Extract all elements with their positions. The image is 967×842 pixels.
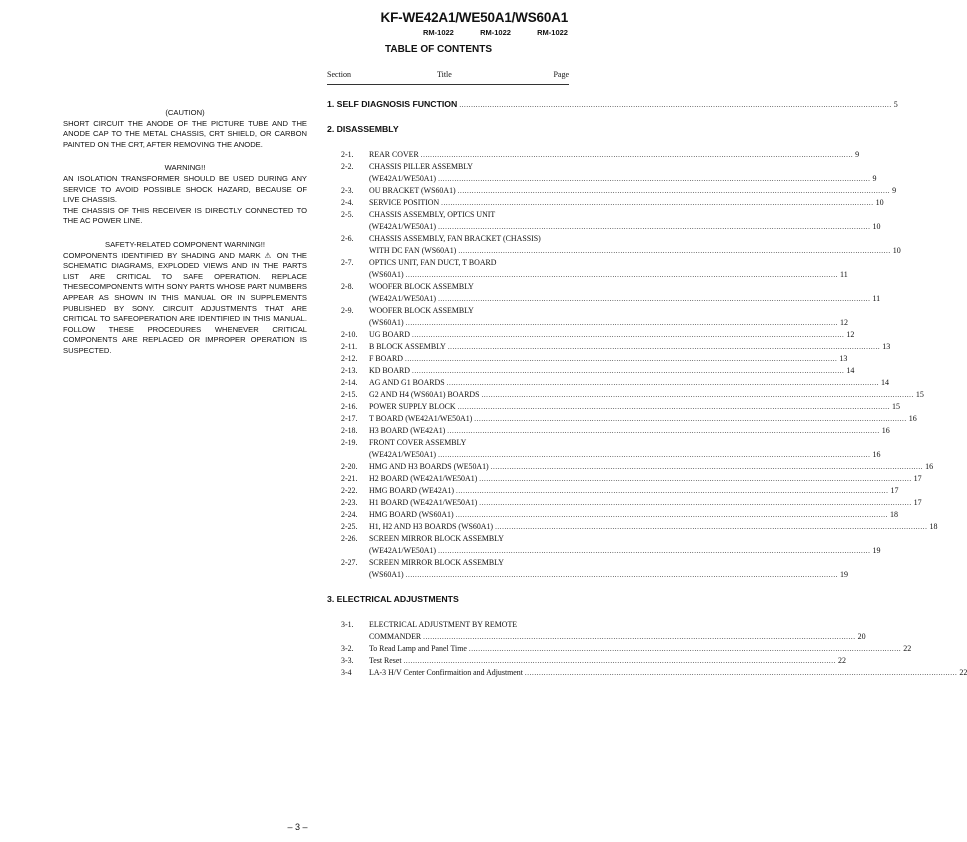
entry-text — [369, 643, 911, 655]
toc-entry — [341, 509, 899, 521]
safety-block — [63, 240, 307, 357]
entry-text — [369, 209, 880, 233]
leader-dots — [459, 101, 891, 109]
entry-number: 3-1. — [341, 620, 354, 629]
leader-dots — [421, 149, 853, 161]
entry-page: 22 — [903, 644, 912, 653]
leader-dots — [441, 197, 873, 209]
entry-page: 13 — [882, 342, 891, 351]
entry-number: 2-25. — [341, 522, 358, 531]
leader-dots — [448, 341, 880, 353]
safety-text: COMPONENTS IDENTIFIED BY SHADING AND MARK ⚠ ON THE SCHEMATIC DIAGRAMS, EXPLODED VIEWS AND IN THE PARTS LIST ARE CRITICAL TO SAFE OPERATION. REPLACE THESECOMPONENTS WITH SONY PARTS WHOSE PART NUMBERS APPEAR AS SHOWN IN THIS MANUAL OR IN SUPPLEMENTS PUBLISHED BY SONY. CIRCUIT ADJUSTMENTS THAT ARE CRITICAL TO SAFEOPERATION ARE IDENTIFIED IN THIS MANUAL. FOLLOW THESE PROCEDURES WHENEVER CRITICAL COMPONENTS ARE REPLACED OR IMPROPER OPERATION IS SUSPECTED. — [63, 250, 307, 355]
entry-title: H1, H2 AND H3 BOARDS (WS60A1) — [369, 522, 494, 531]
entry-number: 2-12. — [341, 354, 358, 363]
entry-number: 2-24. — [341, 510, 358, 519]
entry-text — [369, 161, 876, 185]
entry-title: G2 AND H4 (WS60A1) BOARDS — [369, 390, 480, 399]
entry-title: B BLOCK ASSEMBLY — [369, 342, 446, 351]
toc-entry — [341, 353, 848, 365]
entry-line — [369, 161, 876, 173]
toc-entry — [341, 365, 855, 377]
toc-entry — [341, 341, 891, 353]
entry-page: 9 — [855, 150, 860, 159]
entry-number: 2-19. — [341, 438, 358, 447]
entry-title: SCREEN MIRROR BLOCK ASSEMBLY — [369, 534, 504, 543]
entry-number: 2-1. — [341, 150, 354, 159]
entry-page: 14 — [881, 378, 890, 387]
toc-entry — [341, 197, 884, 209]
entry-title: HMG BOARD (WE42A1) — [369, 486, 455, 495]
leader-dots — [495, 521, 927, 533]
entry-title: H2 BOARD (WE42A1/WE50A1) — [369, 474, 478, 483]
entry-title: (WE42A1/WE50A1) — [369, 174, 437, 183]
toc-entry — [341, 161, 877, 185]
toc-entry — [341, 233, 901, 257]
entry-line — [369, 197, 884, 209]
warning-text-1: AN ISOLATION TRANSFORMER SHOULD BE USED DURING ANY SERVICE TO AVOID POSSIBLE SHOCK HAZARD, BECAUSE OF LIVE CHASSIS. — [63, 173, 307, 205]
entry-page: 17 — [913, 498, 922, 507]
entry-page: 12 — [846, 330, 855, 339]
leader-dots — [447, 377, 879, 389]
leader-dots — [479, 473, 911, 485]
entry-title: H1 BOARD (WE42A1/WE50A1) — [369, 498, 478, 507]
section-3-title: 3. ELECTRICAL ADJUSTMENTS — [327, 594, 459, 604]
column-section: Section — [327, 70, 351, 79]
entry-number: 2-10. — [341, 330, 358, 339]
entry-text — [369, 557, 848, 581]
entry-page: 17 — [890, 486, 899, 495]
safety-notices — [63, 108, 307, 369]
leader-dots — [406, 317, 838, 329]
entry-text — [369, 425, 890, 437]
entry-line — [369, 619, 866, 631]
entry-title: UG BOARD — [369, 330, 410, 339]
entry-line — [369, 389, 924, 401]
warning-heading: WARNING!! — [164, 163, 206, 173]
leader-dots — [412, 329, 844, 341]
entry-page: 14 — [846, 366, 855, 375]
leader-dots — [405, 353, 837, 365]
entry-title: (WE42A1/WE50A1) — [369, 450, 437, 459]
toc-entry — [341, 185, 897, 197]
entry-number: 2-7. — [341, 258, 354, 267]
entry-line — [369, 509, 898, 521]
entry-page: 15 — [915, 390, 924, 399]
entry-title: AG AND G1 BOARDS — [369, 378, 445, 387]
entry-text — [369, 365, 854, 377]
toc-entry — [341, 149, 860, 161]
entry-page: 18 — [890, 510, 899, 519]
entry-number: 2-16. — [341, 402, 358, 411]
toc-entry — [341, 437, 881, 461]
entry-number: 3-3. — [341, 656, 354, 665]
remote-model-3: RM-1022 — [537, 28, 568, 37]
entry-line — [369, 353, 847, 365]
entry-text — [369, 619, 866, 643]
entry-line — [369, 341, 890, 353]
entry-page: 15 — [892, 402, 901, 411]
toc-entry — [341, 521, 938, 533]
entry-line — [369, 245, 901, 257]
page-number: – 3 – — [287, 822, 308, 832]
entry-number: 2-26. — [341, 534, 358, 543]
entry-text — [369, 341, 890, 353]
entry-line — [369, 631, 866, 643]
column-title: Title — [437, 70, 452, 79]
entry-number: 2-14. — [341, 378, 358, 387]
entry-page: 22 — [959, 668, 967, 677]
entry-line — [369, 317, 848, 329]
entry-line — [369, 269, 848, 281]
entry-title: OU BRACKET (WS60A1) — [369, 186, 456, 195]
column-page: Page — [553, 70, 569, 79]
section-1-page: 5 — [893, 100, 898, 109]
entry-number: 2-4. — [341, 198, 354, 207]
remote-model-2: RM-1022 — [480, 28, 511, 37]
entry-title: WOOFER BLOCK ASSEMBLY — [369, 306, 474, 315]
caution-block — [63, 108, 307, 150]
entry-title: KD BOARD — [369, 366, 410, 375]
entry-number: 3-4 — [341, 668, 352, 677]
leader-dots — [447, 425, 879, 437]
entry-title: WITH DC FAN (WS60A1) — [369, 246, 457, 255]
entry-line — [369, 643, 911, 655]
toc-entry — [341, 377, 890, 389]
entry-page: 22 — [837, 656, 846, 665]
remote-model-1: RM-1022 — [423, 28, 454, 37]
entry-line — [369, 667, 967, 679]
header-rule — [327, 84, 569, 85]
entry-title: (WS60A1) — [369, 570, 404, 579]
toc-entry — [341, 389, 924, 401]
entry-line — [369, 533, 880, 545]
entry-line — [369, 485, 898, 497]
entry-page: 10 — [892, 246, 901, 255]
entry-number: 2-5. — [341, 210, 354, 219]
toc-entry — [341, 533, 881, 557]
toc-entry — [341, 667, 967, 679]
toc-entry — [341, 619, 866, 643]
toc-section-3 — [327, 594, 569, 606]
entry-title: To Read Lamp and Panel Time — [369, 644, 467, 653]
entry-text — [369, 197, 884, 209]
entry-title: ELECTRICAL ADJUSTMENT BY REMOTE — [369, 620, 518, 629]
toc-entry — [341, 473, 922, 485]
leader-dots — [456, 485, 888, 497]
leader-dots — [404, 655, 836, 667]
entry-page: 9 — [892, 186, 897, 195]
entry-line — [369, 437, 880, 449]
entry-line — [369, 305, 848, 317]
entry-line — [369, 209, 880, 221]
toc-title: TABLE OF CONTENTS — [385, 44, 493, 55]
entry-line — [369, 329, 854, 341]
entry-page: 17 — [913, 474, 922, 483]
caution-text: SHORT CIRCUIT THE ANODE OF THE PICTURE TUBE AND THE ANODE CAP TO THE METAL CHASSIS, CRT SHIELD, OR CARBON PAINTED ON THE CRT, AFTER REMOVING THE ANODE. — [63, 118, 307, 149]
entry-title: Test Reset — [369, 656, 402, 665]
entry-number: 2-21. — [341, 474, 358, 483]
entry-title: (WS60A1) — [369, 270, 404, 279]
toc-section-2 — [327, 124, 569, 136]
entry-title: (WS60A1) — [369, 318, 404, 327]
leader-dots — [423, 631, 855, 643]
toc-entry — [341, 485, 899, 497]
entry-number: 2-20. — [341, 462, 358, 471]
entry-title: T BOARD (WE42A1/WE50A1) — [369, 414, 473, 423]
entry-text — [369, 353, 847, 365]
entry-line — [369, 365, 854, 377]
entry-page: 16 — [925, 462, 934, 471]
entry-text — [369, 377, 889, 389]
toc-entry — [341, 329, 855, 341]
entry-line — [369, 185, 896, 197]
section-2-title: 2. DISASSEMBLY — [327, 124, 399, 134]
toc-entry — [341, 497, 922, 509]
entry-number: 3-2. — [341, 644, 354, 653]
entry-title: H3 BOARD (WE42A1) — [369, 426, 446, 435]
leader-dots — [458, 245, 890, 257]
toc-entry — [341, 413, 917, 425]
leader-dots — [438, 173, 870, 185]
entry-page: 19 — [872, 546, 881, 555]
leader-dots — [412, 365, 844, 377]
entry-number: 2-17. — [341, 414, 358, 423]
entry-line — [369, 413, 917, 425]
warning-text-2: THE CHASSIS OF THIS RECEIVER IS DIRECTLY CONNECTED TO THE AC POWER LINE. — [63, 205, 307, 226]
entry-line — [369, 377, 889, 389]
entry-text — [369, 185, 896, 197]
entry-text — [369, 485, 898, 497]
entry-text — [369, 461, 933, 473]
entry-page: 20 — [857, 632, 866, 641]
entry-line — [369, 221, 880, 233]
entry-line — [369, 461, 933, 473]
entry-line — [369, 173, 876, 185]
entry-text — [369, 305, 848, 329]
toc-entry — [341, 257, 848, 281]
leader-dots — [491, 461, 923, 473]
entry-page: 10 — [872, 222, 881, 231]
entry-line — [369, 233, 901, 245]
entry-number: 2-11. — [341, 342, 358, 351]
entry-title: SCREEN MIRROR BLOCK ASSEMBLY — [369, 558, 504, 567]
entry-number: 2-8. — [341, 282, 354, 291]
remote-model-row — [423, 28, 568, 37]
entry-title: OPTICS UNIT, FAN DUCT, T BOARD — [369, 258, 497, 267]
entry-title: CHASSIS ASSEMBLY, OPTICS UNIT — [369, 210, 496, 219]
leader-dots — [458, 401, 890, 413]
entry-line — [369, 281, 880, 293]
entry-page: 9 — [872, 174, 877, 183]
entry-number: 2-9. — [341, 306, 354, 315]
caution-heading: (CAUTION) — [165, 108, 205, 117]
entry-line — [369, 473, 922, 485]
entry-title: HMG BOARD (WS60A1) — [369, 510, 454, 519]
entry-number: 2-22. — [341, 486, 358, 495]
section-1-title: 1. SELF DIAGNOSIS FUNCTION — [327, 99, 458, 109]
toc-entry — [341, 305, 849, 329]
entry-text — [369, 149, 859, 161]
leader-dots — [406, 569, 838, 581]
entry-line — [369, 521, 937, 533]
entry-page: 13 — [839, 354, 848, 363]
entry-number: 2-2. — [341, 162, 354, 171]
entry-page: 10 — [875, 198, 884, 207]
entry-text — [369, 533, 880, 557]
entry-line — [369, 655, 846, 667]
entry-line — [369, 449, 880, 461]
entry-text — [369, 437, 880, 461]
entry-number: 2-3. — [341, 186, 354, 195]
entry-title: LA-3 H/V Center Confirmaition and Adjustment — [369, 668, 523, 677]
entry-title: SERVICE POSITION — [369, 198, 440, 207]
entry-title: (WE42A1/WE50A1) — [369, 546, 437, 555]
entry-line — [369, 257, 848, 269]
entry-text — [369, 413, 917, 425]
entry-page: 16 — [872, 450, 881, 459]
entry-text — [369, 509, 898, 521]
entry-line — [369, 293, 880, 305]
toc-entry — [341, 401, 901, 413]
table-of-contents — [327, 99, 967, 679]
entry-text — [369, 497, 922, 509]
entry-title: CHASSIS ASSEMBLY, FAN BRACKET (CHASSIS) — [369, 234, 541, 243]
leader-dots — [438, 293, 870, 305]
leader-dots — [438, 545, 870, 557]
entry-title: CHASSIS PILLER ASSEMBLY — [369, 162, 474, 171]
entry-text — [369, 401, 900, 413]
entry-title: FRONT COVER ASSEMBLY — [369, 438, 467, 447]
entry-line — [369, 401, 900, 413]
toc-entry — [341, 281, 881, 305]
toc-entry — [341, 425, 890, 437]
leader-dots — [525, 667, 957, 679]
entry-number: 2-15. — [341, 390, 358, 399]
leader-dots — [456, 509, 888, 521]
entry-text — [369, 655, 846, 667]
entry-number: 2-23. — [341, 498, 358, 507]
toc-column-headers — [327, 70, 569, 82]
entry-page: 12 — [840, 318, 849, 327]
entry-number: 2-27. — [341, 558, 358, 567]
entry-line — [369, 149, 859, 161]
toc-entry — [341, 643, 912, 655]
entry-title: REAR COVER — [369, 150, 419, 159]
entry-text — [369, 233, 901, 257]
entry-page: 11 — [872, 294, 881, 303]
entry-number: 2-13. — [341, 366, 358, 375]
toc-section-1 — [327, 99, 898, 111]
section-2-entries — [341, 149, 938, 581]
entry-number: 2-18. — [341, 426, 358, 435]
leader-dots — [406, 269, 838, 281]
entry-title: (WE42A1/WE50A1) — [369, 222, 437, 231]
entry-title: POWER SUPPLY BLOCK — [369, 402, 456, 411]
toc-entry — [341, 655, 846, 667]
entry-line — [369, 557, 848, 569]
toc-entry — [341, 461, 934, 473]
toc-entry — [341, 557, 849, 581]
toc-entry — [341, 209, 881, 233]
leader-dots — [469, 643, 901, 655]
entry-text — [369, 389, 924, 401]
leader-dots — [479, 497, 911, 509]
safety-heading: SAFETY-RELATED COMPONENT WARNING!! — [105, 239, 265, 249]
entry-text — [369, 667, 967, 679]
entry-title: WOOFER BLOCK ASSEMBLY — [369, 282, 474, 291]
entry-line — [369, 545, 880, 557]
entry-page: 16 — [908, 414, 917, 423]
leader-dots — [438, 449, 870, 461]
entry-line — [369, 569, 848, 581]
entry-page: 19 — [840, 570, 849, 579]
entry-text — [369, 521, 937, 533]
entry-title: (WE42A1/WE50A1) — [369, 294, 437, 303]
leader-dots — [458, 185, 890, 197]
warning-block — [63, 163, 307, 227]
entry-text — [369, 329, 854, 341]
leader-dots — [481, 389, 913, 401]
entry-line — [369, 425, 890, 437]
entry-line — [369, 497, 922, 509]
leader-dots — [438, 221, 870, 233]
entry-title: COMMANDER — [369, 632, 422, 641]
entry-text — [369, 281, 880, 305]
entry-title: HMG AND H3 BOARDS (WE50A1) — [369, 462, 489, 471]
model-title: KF-WE42A1/WE50A1/WS60A1 — [380, 10, 568, 25]
entry-text — [369, 473, 922, 485]
entry-page: 18 — [929, 522, 938, 531]
entry-number: 2-6. — [341, 234, 354, 243]
entry-page: 16 — [881, 426, 890, 435]
section-3-entries — [341, 619, 967, 679]
leader-dots — [474, 413, 906, 425]
entry-text — [369, 257, 848, 281]
entry-page: 11 — [840, 270, 848, 279]
entry-title: F BOARD — [369, 354, 403, 363]
